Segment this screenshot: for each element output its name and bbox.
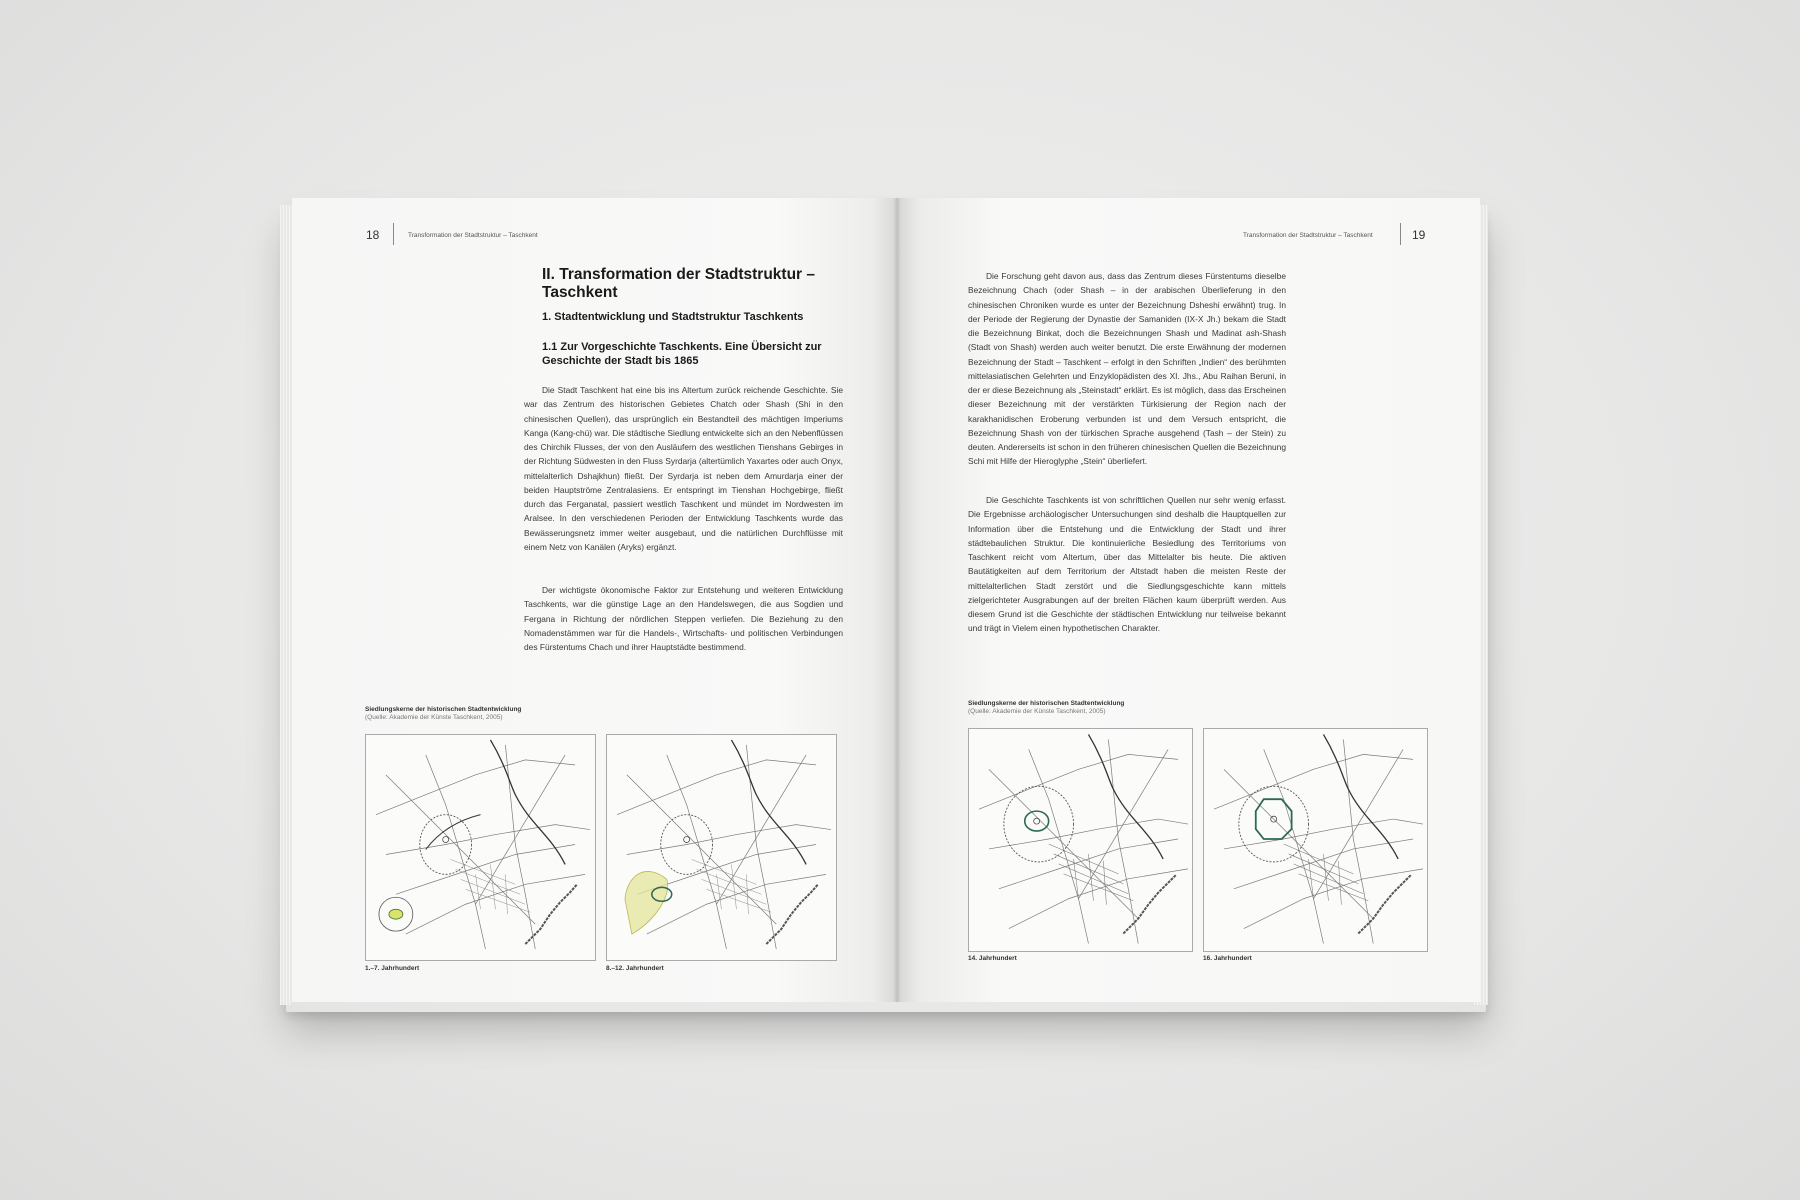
body-paragraph: Die Forschung geht davon aus, dass das Zentrum dieses Fürstentums dieselbe Bezeichnung Chach (oder Shash – in der arabischen Überlieferung in den chinesischen Chroniken wurde es unter der Bezeichnung Dsheshi erwähnt) trug. In der Periode der Regierung der Dynastie der Samaniden (IX-X Jh.) bekam die Stadt die Bezeichnung Binkat, doch die Bezeichnungen Shash und Madinat ash-Shash (Stadt von Shash) werden auch weiter benutzt. Die erste Erwähnung der modernen Bezeichnung der Stadt – Taschkent – erfolgt in den Schriften „Indien“ des berühmten mittelasiatischen Gelehrten und Enzyklopädisten des XI. Jhs., Abu Raihan Beruni, in der er diese Bezeichnung als „Steinstadt“ erklärt. Es ist möglich, dass das Erscheinen dieser Bezeichnung mit der verstärkten Türkisierung der Region nach der karakhanidischen Eroberung verbunden ist und dem Versuch entspricht, die Bezeichnung Shash von der türkischen Sprache ausgehend (Tash – der Stein) zu deuten. Andererseits ist schon in den früheren chinesischen Quellen die Bezeichnung Schi mit Hilfe der Hieroglyphe „Stein“ überliefert.: [968, 271, 1286, 467]
historical-map: [606, 734, 837, 961]
running-head: Transformation der Stadtstruktur – Taschkent: [408, 232, 538, 239]
map-label: 14. Jahrhundert: [968, 955, 1017, 962]
figure-caption-title: Siedlungskerne der historischen Stadtentwicklung: [365, 706, 522, 713]
page-number: 19: [1412, 228, 1426, 242]
figure-caption: [365, 706, 605, 722]
figure-caption: [968, 700, 1208, 716]
book-gutter: [893, 198, 901, 1002]
running-head: Transformation der Stadtstruktur – Taschkent: [1243, 232, 1373, 239]
body-paragraph: Die Stadt Taschkent hat eine bis ins Altertum zurück reichende Geschichte. Sie war das Zentrum des historischen Gebietes Chatch oder Shash (Shi in den chinesischen Quellen), das ursprünglich ein Bestandteil des mächtigen Imperiums Kanga (Kang-chü) war. Die städtische Siedlung entwickelte sich an den Nebenflüssen des Chirchik Flusses, der von den Ausläufern des westlichen Tienshans Gebirges in der Richtung Südwesten in den Fluss Syrdarja (altertümlich Yaxartes oder auch Onyx, mittelalterlich Dshajkhun) fließt. Der Syrdarja ist neben dem Amurdarja einer der beiden Hauptströme Zentralasiens. Er entspringt im Tienshan Hochgebirge, fließt durch das Ferganatal, passiert westlich Taschkent und mündet im Nordwesten im Aralsee. In den verschiedenen Perioden der Entwicklung Taschkents wurde das Bewässerungsnetz immer weiter ausgebaut, und die natürlichen Durchflüsse mit einem Netz von Kanälen (Aryks) ergänzt.: [524, 385, 843, 552]
body-paragraph: Der wichtigste ökonomische Faktor zur Entstehung und weiteren Entwicklung Taschkents, war die günstige Lage an den Handelswegen, die aus Sogdien und Fergana in Richtung der nördlichen Steppen verliefen. Die Beziehung zu den Nomadenstämmen war für die Handels-, Wirtschafts- und politischen Verbindungen des Fürstentums Chach und ihrer Hauptstädte bestimmend.: [524, 585, 843, 652]
map-drawing: [1204, 729, 1427, 951]
map-label: 8.–12. Jahrhundert: [606, 965, 664, 972]
historical-map: [968, 728, 1193, 952]
figure-caption-title: Siedlungskerne der historischen Stadtentwicklung: [968, 700, 1125, 707]
historical-map: [1203, 728, 1428, 952]
figure-caption-source: (Quelle: Akademie der Künste Taschkent, 2005): [968, 708, 1106, 715]
map-label: 16. Jahrhundert: [1203, 955, 1252, 962]
header-rule: [393, 223, 394, 245]
map-drawing: [607, 735, 836, 960]
left-page-stack: [280, 205, 292, 1005]
map-label: 1.–7. Jahrhundert: [365, 965, 420, 972]
right-page: [897, 198, 1480, 1002]
subsection-title: 1.1 Zur Vorgeschichte Taschkents. Eine Übersicht zur Geschichte der Stadt bis 1865: [542, 341, 822, 367]
left-page: [292, 198, 897, 1002]
figure-caption-source: (Quelle: Akademie der Künste Taschkent, 2005): [365, 714, 503, 721]
page-number: 18: [366, 228, 380, 242]
historical-map: [365, 734, 596, 961]
chapter-title: II. Transformation der Stadtstruktur – Taschkent: [542, 266, 816, 301]
map-drawing: [969, 729, 1192, 951]
body-paragraph: Die Geschichte Taschkents ist von schriftlichen Quellen nur sehr wenig erfasst. Die Ergebnisse archäologischer Untersuchungen sind deshalb die Hauptquellen zur Information über die Entstehung und die Entwicklung der Stadt und ihrer städtebaulichen Struktur. Die kontinuierliche Besiedlung des Territoriums von Taschkent reicht vom Altertum, über das Mittelalter bis heute. Die aktiven Bautätigkeiten auf dem Territorium der Altstadt haben die meisten Reste der mittelalterlichen Stadt zerstört und die Siedlungsgeschichte kann mittels zielgerichteter Ausgrabungen auf der breiten Flächen kaum überprüft werden. Aus diesem Grund ist die Geschichte der städtischen Entwicklung nur teilweise bekannt und trägt in Vielem einen hypothetischen Charakter.: [968, 495, 1286, 634]
header-rule: [1400, 223, 1401, 245]
map-drawing: [366, 735, 595, 960]
section-title: 1. Stadtentwicklung und Stadtstruktur Taschkents: [542, 311, 804, 323]
